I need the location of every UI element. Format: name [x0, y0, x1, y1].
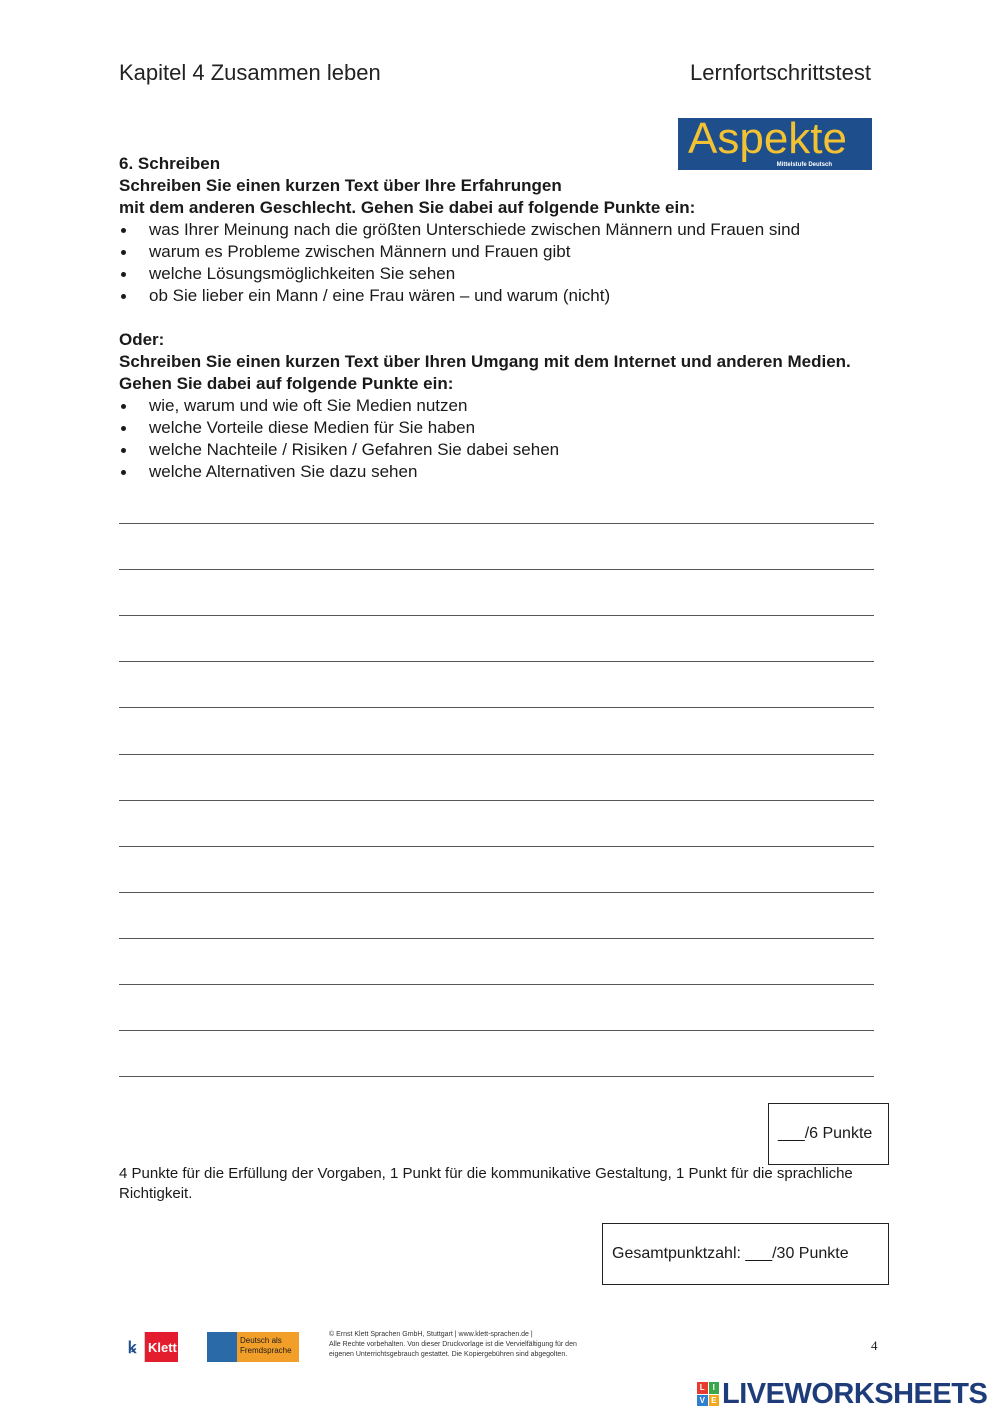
list-item: ob Sie lieber ein Mann / eine Frau wären – und warum (nicht) [119, 285, 879, 307]
writing-line[interactable] [119, 661, 874, 662]
scoring-note: 4 Punkte für die Erfüllung der Vorgaben, 1 Punkt für die kommunikative Gestaltung, 1 Punkt für die sprachliche Richtigkeit. [119, 1165, 853, 1202]
klett-logo [120, 1332, 178, 1362]
liveworksheets-watermark [697, 1379, 987, 1409]
klett-mark-icon: ꝃ [120, 1332, 145, 1362]
test-title: Lernfortschrittstest [690, 60, 871, 85]
task-title: 6. Schreiben [119, 154, 221, 173]
list-item: welche Alternativen Sie dazu sehen [119, 461, 879, 483]
logo-word: Aspekte [688, 118, 847, 163]
writing-line[interactable] [119, 754, 874, 755]
watermark-text: LIVEWORKSHEETS [722, 1377, 988, 1410]
list-item: welche Vorteile diese Medien für Sie haben [119, 417, 879, 439]
writing-line[interactable] [119, 938, 874, 939]
writing-line[interactable] [119, 984, 874, 985]
score-text: ___/6 Punkte [778, 1125, 873, 1142]
writing-task [119, 153, 879, 483]
writing-line[interactable] [119, 1030, 874, 1031]
writing-line[interactable] [119, 523, 874, 524]
copyright-notice [329, 1330, 619, 1360]
daf-logo [207, 1332, 299, 1362]
total-score-text: Gesamtpunktzahl: ___/30 Punkte [612, 1245, 849, 1262]
chapter-title: Kapitel 4 Zusammen leben [119, 60, 381, 85]
copyright-line: © Ernst Klett Sprachen GmbH, Stuttgart | www.klett-sprachen.de | [329, 1331, 533, 1338]
writing-line[interactable] [119, 615, 874, 616]
bullet-list-2 [119, 395, 879, 483]
writing-line[interactable] [119, 800, 874, 801]
task-prompt-2: Schreiben Sie einen kurzen Text über Ihren Umgang mit dem Internet und anderen Medien. Gehen Sie dabei auf folgende Punkte ein: [119, 352, 851, 393]
page-number: 4 [871, 1338, 878, 1353]
copyright-line: eigenen Unterrichtsgebrauch gestattet. Die Kopiergebühren sind abgegolten. [329, 1351, 568, 1358]
writing-line[interactable] [119, 569, 874, 570]
list-item: welche Lösungsmöglichkeiten Sie sehen [119, 263, 879, 285]
list-item: wie, warum und wie oft Sie Medien nutzen [119, 395, 879, 417]
copyright-line: Alle Rechte vorbehalten. Von dieser Druckvorlage ist die Vervielfältigung für den [329, 1341, 577, 1348]
total-score-box[interactable] [602, 1223, 889, 1285]
writing-line[interactable] [119, 892, 874, 893]
task-prompt-1-line-2: mit dem anderen Geschlecht. Gehen Sie dabei auf folgende Punkte ein: [119, 198, 696, 217]
liveworksheets-icon: L I V E [697, 1382, 719, 1406]
list-item: warum es Probleme zwischen Männern und Frauen gibt [119, 241, 879, 263]
klett-label: Klett [148, 1339, 177, 1355]
logo-subtitle: Mittelstufe Deutsch [776, 162, 832, 168]
writing-line[interactable] [119, 707, 874, 708]
writing-line[interactable] [119, 1076, 874, 1077]
score-box[interactable] [768, 1103, 889, 1165]
bullet-list-1 [119, 219, 879, 307]
or-label: Oder: [119, 330, 165, 349]
list-item: welche Nachteile / Risiken / Gefahren Sie dabei sehen [119, 439, 879, 461]
writing-line[interactable] [119, 846, 874, 847]
daf-label: Deutsch als Fremdsprache [237, 1332, 299, 1362]
list-item: was Ihrer Meinung nach die größten Unterschiede zwischen Männern und Frauen sind [119, 219, 879, 241]
task-prompt-1-line-1: Schreiben Sie einen kurzen Text über Ihre Erfahrungen [119, 176, 562, 195]
